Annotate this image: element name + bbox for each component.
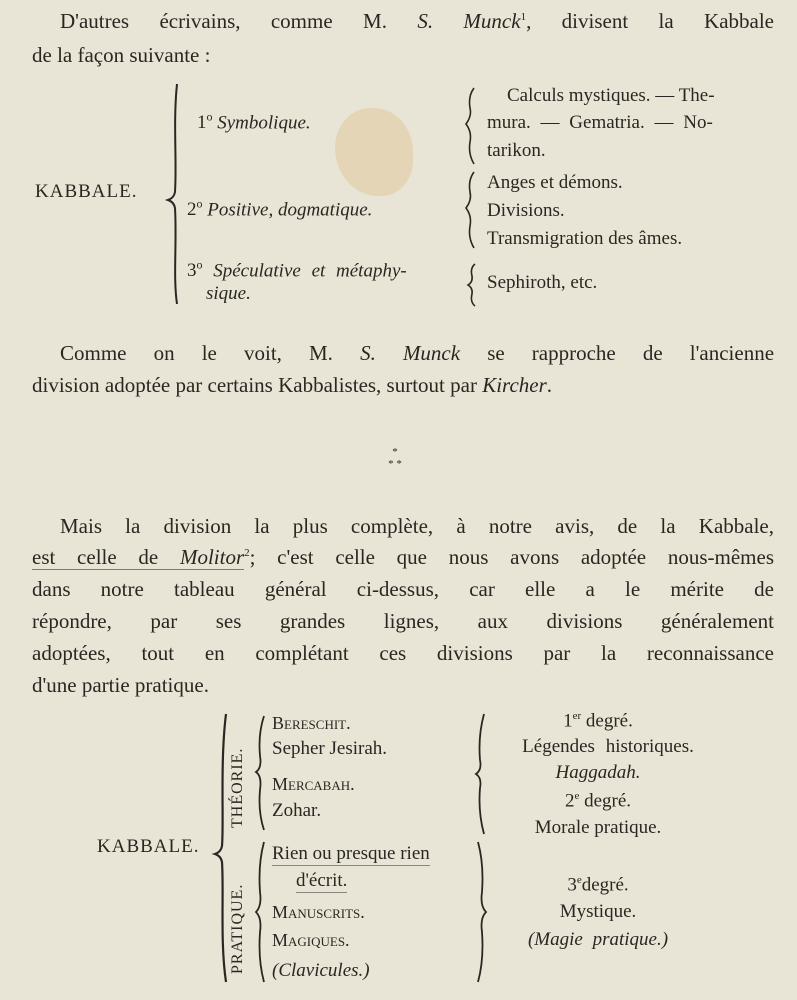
intro-text-b: , divisent la Kabbale [526, 9, 774, 33]
degree-2-sup: e [574, 790, 580, 802]
para2-line-2 [32, 370, 746, 400]
degree-2-text: Morale pratique. [534, 817, 662, 838]
para3-line-2 [32, 542, 774, 572]
degree-1-sub: Haggadah. [555, 762, 641, 783]
para3-text-2a: est celle de [32, 545, 180, 569]
degrees-brace-1 [474, 712, 488, 836]
degree-3-num: 3 [567, 874, 577, 896]
paper-stain [335, 108, 413, 196]
theorie-item-mercabah: Mercabah. [272, 774, 355, 794]
theorie-label: THÉORIE. [229, 747, 246, 828]
asterism-top: * [392, 446, 398, 458]
branch-2-label: Positive, dogmatique. [207, 199, 373, 221]
table1-brace-3 [466, 262, 478, 308]
theorie-item-sepher: Sepher Jesirah. [272, 738, 388, 759]
branch-3-label-cont: sique. [206, 283, 251, 304]
table1-branch-2 [187, 197, 372, 221]
table1-brace-2 [464, 170, 478, 250]
intro-author-munck: Munck [463, 9, 521, 33]
degrees-brace-2 [474, 840, 488, 984]
pratique-item-manuscrits: Manuscrits. [272, 902, 365, 922]
pratique-item-rien: Rien ou presque rien [272, 843, 430, 864]
degree-3-word: degré. [581, 874, 629, 896]
branch-1-item-2: mura. — Gematria. — No- [487, 112, 713, 133]
branch-2-item-2: Divisions. [487, 200, 565, 221]
table1-root: KABBALE. [35, 181, 138, 202]
para3-line-3 [32, 574, 774, 604]
intro-text-a: D'autres écrivains, comme M. [60, 9, 418, 33]
table1-branch-3 [187, 258, 407, 282]
para2-text-d: . [546, 373, 553, 397]
degree-2-num: 2 [564, 790, 575, 812]
branch-3-label: Spéculative et métaphy- [213, 260, 407, 282]
degree-1-sup: er [572, 710, 582, 722]
degree-1-heading [488, 710, 708, 732]
para2-text-c: division adoptée par certains Kabbalistes, surtout par [32, 373, 483, 397]
branch-2-item-1: Anges et démons. [487, 172, 623, 193]
theorie-brace [254, 714, 268, 832]
table1-main-brace [165, 82, 185, 307]
para2-text-b: se rapproche de l'ancienne [460, 341, 775, 365]
asterism [380, 446, 410, 470]
degree-1-word: degré. [581, 710, 633, 732]
para3-text-5: adoptées, tout en complétant ces divisions par la reconnaissance [32, 641, 774, 665]
para3-text-1: Mais la division la plus complète, à notre avis, de la Kabbale, [60, 514, 774, 538]
branch-1-number: 1$^o$ [197, 110, 213, 134]
pratique-label: PRATIQUE. [229, 883, 246, 974]
branch-2-number: 2$^o$ [187, 197, 203, 221]
para3-text-4: répondre, par ses grandes lignes, aux divisions généralement [32, 609, 774, 633]
pratique-item-ecrit: d'écrit. [296, 870, 348, 891]
theorie-item-zohar: Zohar. [272, 800, 322, 821]
branch-1-item-3: tarikon. [487, 140, 546, 161]
footnote-marker-2[interactable]: 2 [244, 547, 250, 559]
degree-3-sup: e [576, 874, 582, 886]
intro-line-2: de la façon suivante : [32, 43, 211, 67]
underlined-phrase [32, 545, 244, 570]
table2-root: KABBALE. [97, 836, 200, 857]
para3-line-4 [32, 606, 774, 636]
branch-2-item-3: Transmigration des âmes. [487, 228, 683, 249]
para2-text-a: Comme on le voit, M. [60, 341, 361, 365]
intro-initial: S. [417, 9, 434, 33]
intro-line-1 [60, 6, 774, 36]
para3-line-1 [60, 511, 774, 541]
degree-3-heading [488, 874, 708, 896]
degree-2-heading [488, 790, 708, 812]
table1-brace-1 [464, 86, 478, 166]
branch-3-item-1: Sephiroth, etc. [487, 272, 598, 293]
para2-line-1 [60, 338, 774, 368]
degree-1-num: 1 [563, 710, 573, 732]
author-molitor: Molitor [179, 545, 245, 569]
footnote-marker-1[interactable]: 1 [520, 11, 527, 23]
degree-3-sub: (Magie pratique.) [527, 929, 669, 950]
pratique-brace [254, 840, 268, 984]
table1-branch-1 [197, 110, 311, 134]
para2-author-munck: Munck [402, 341, 461, 365]
branch-1-item-1: Calculs mystiques. — The- [507, 85, 715, 106]
degree-1-text: Légendes historiques. [522, 736, 694, 757]
para3-text-2b: ; c'est celle que nous avons adoptée nous-mêmes [249, 545, 774, 569]
branch-1-label: Symbolique. [217, 112, 311, 134]
branch-3-number: 3$^o$ [187, 258, 203, 282]
author-kircher: Kircher [482, 373, 547, 397]
degree-2-word: degré. [579, 790, 632, 812]
theorie-item-bereschit: Bereschit. [272, 713, 351, 733]
para3-line-6: d'une partie pratique. [32, 673, 209, 697]
para3-line-5 [32, 638, 774, 668]
para2-initial: S. [360, 341, 376, 365]
pratique-item-magiques: Magiques. [272, 930, 350, 950]
degree-3-text: Mystique. [559, 901, 637, 922]
asterism-bottom: * * [388, 458, 402, 470]
para3-text-3: dans notre tableau général ci-dessus, car elle a le mérite de [32, 577, 774, 601]
pratique-item-clavicules: (Clavicules.) [272, 960, 370, 981]
